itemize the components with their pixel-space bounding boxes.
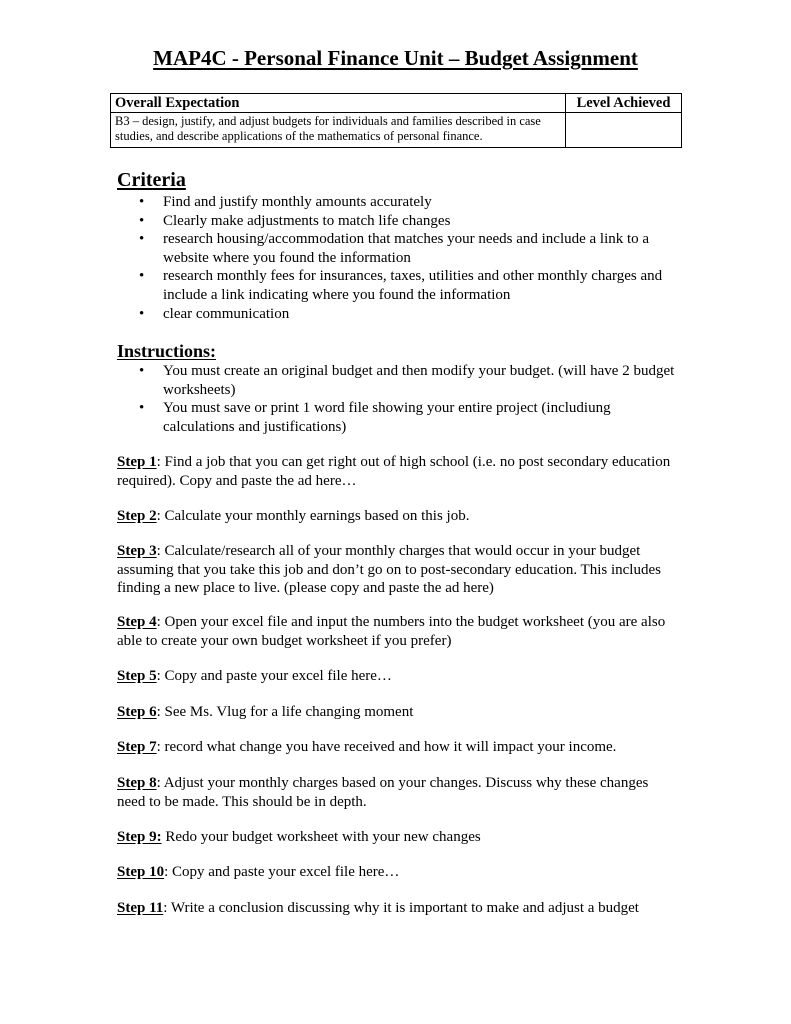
col-overall-expectation: Overall Expectation [111,94,566,113]
step-6 [117,703,677,722]
step-3 [117,542,677,598]
step-label: Step 3 [117,543,157,559]
list-item: • You must save or print 1 word file showing your entire project (includiung calculations and justifications) [117,399,677,436]
step-text: record what change you have received and how it will impact your income. [160,739,617,755]
step-text: Copy and paste your excel file here… [160,668,392,684]
list-item: • Clearly make adjustments to match life changes [117,212,677,231]
step-10 [117,863,677,882]
step-sep: : [156,668,161,684]
list-item: • research monthly fees for insurances, taxes, utilities and other monthly charges and include a link indicating where you found the information [117,267,677,304]
step-sep: : [163,900,168,916]
step-text: Copy and paste your excel file here… [168,864,400,880]
step-text: Calculate your monthly earnings based on this job. [160,508,470,524]
criteria-list [117,193,677,323]
expectation-description: B3 – design, justify, and adjust budgets for individuals and families described in case studies, and describe applications of the mathematics of personal finance. [111,113,566,148]
list-item: • You must create an original budget and then modify your budget. (will have 2 budget worksheets) [117,362,677,399]
step-text: Write a conclusion discussing why it is important to make and adjust a budget [167,900,639,916]
step-label: Step 4 [117,614,157,630]
list-item: • clear communication [117,305,677,324]
step-sep: : [156,775,161,791]
step-8 [117,774,677,811]
step-label: Step 2 [117,508,157,524]
table-header-row [111,94,682,113]
step-11 [117,899,677,918]
criteria-heading: Criteria [117,169,186,191]
col-level-achieved: Level Achieved [566,94,682,113]
step-sep: : [156,739,161,755]
step-1 [117,453,677,490]
step-text: Redo your budget worksheet with your new changes [161,829,481,845]
step-label: Step 1 [117,454,157,470]
step-label: Step 10 [117,864,165,880]
list-item: • research housing/accommodation that matches your needs and include a link to a website where you found the information [117,230,677,267]
level-achieved-cell [566,113,682,148]
page-title: MAP4C - Personal Finance Unit – Budget Assignment [153,46,638,70]
table-row [111,113,682,148]
step-7 [117,738,677,757]
step-label: Step 9: [117,829,162,845]
step-sep: : [164,864,169,880]
step-text: Calculate/research all of your monthly charges that would occur in your budget assuming that you take this job and don’t go on to post-secondary education. This includes finding a new place to live. (please copy and paste the ad here) [117,543,661,597]
instructions-heading: Instructions: [117,341,217,361]
expectation-table [110,93,682,148]
instructions-list [117,362,677,436]
step-text: Find a job that you can get right out of high school (i.e. no post secondary education required). Copy and paste the ad here… [117,454,671,489]
step-label: Step 6 [117,704,157,720]
step-label: Step 7 [117,739,157,755]
step-label: Step 11 [117,900,164,916]
step-sep: : [156,543,161,559]
step-9 [117,828,677,847]
step-text: See Ms. Vlug for a life changing moment [160,704,414,720]
step-sep: : [156,614,161,630]
list-item: • Find and justify monthly amounts accurately [117,193,677,212]
step-text: Open your excel file and input the numbers into the budget worksheet (you are also able to create your own budget worksheet if you prefer) [117,614,666,649]
step-label: Step 8 [117,775,157,791]
step-label: Step 5 [117,668,157,684]
step-2 [117,507,677,526]
step-text: Adjust your monthly charges based on your changes. Discuss why these changes need to be made. This should be in depth. [117,775,649,810]
step-sep: : [156,704,161,720]
step-4 [117,613,677,650]
step-5 [117,667,677,686]
step-sep: : [156,508,161,524]
step-sep: : [156,454,161,470]
